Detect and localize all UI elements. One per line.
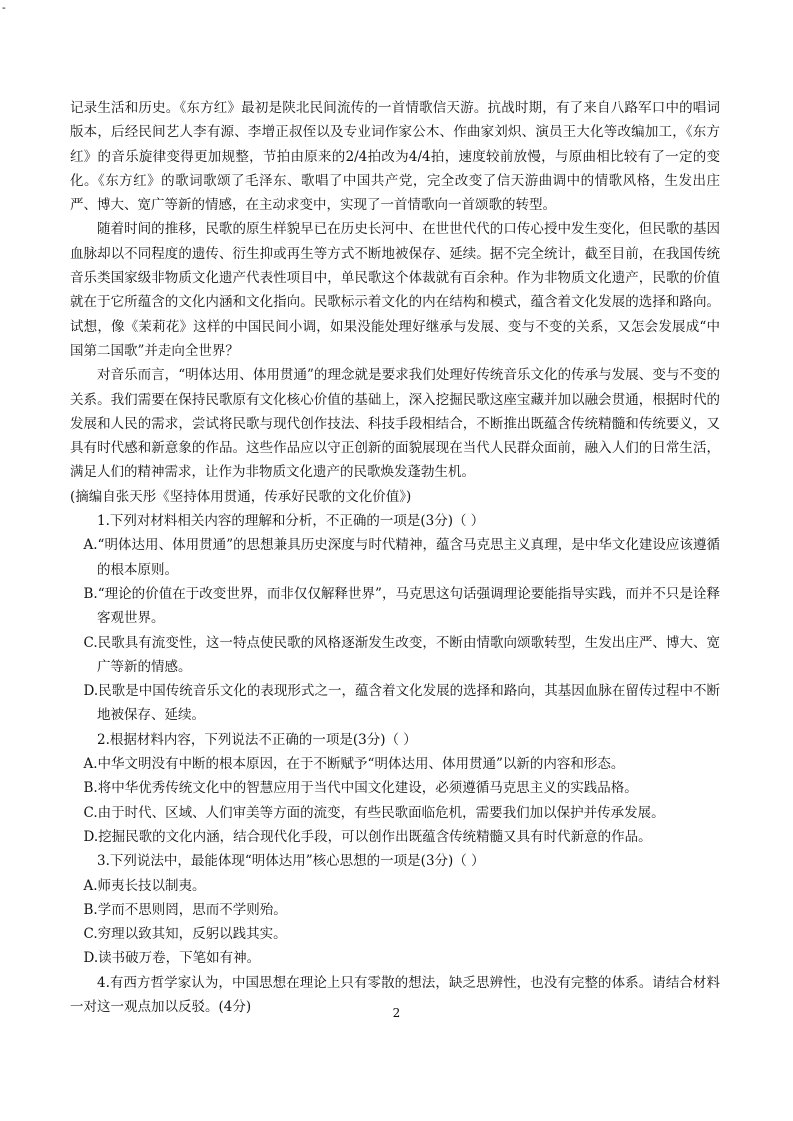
question-3-option-a: A.师夷长技以制夷。 [83,877,206,894]
question-1-option-a: A.“明体达用、体用贯通”的思想兼具历史深度与时代精神，蕴含马克思主义真理，是中华文化建设应该遵循的根本原则。 [83,537,720,578]
body-paragraph-3: 对音乐而言，“明体达用、体用贯通”的理念就是要求我们处理好传统音乐文化的传承与发展、变与不变的关系。我们需要在保持民歌原有文化核心价值的基础上，深入挖掘民歌这座宝藏并加以融会贯通，根据时代的发展和人民的需求，尝试将民歌与现代创作技法、科技手段相结合，不断推出既蕴含传统精髓和传统要义，又具有时代感和新意象的作品。这些作品应以守正创新的面貌展现在当代人民群众面前，融入人们的日常生活，满足人们的精神需求，让作为非物质文化遗产的民歌焕发蓬勃生机。 [70,367,720,481]
body-paragraph-1: 记录生活和历史。《东方红》最初是陕北民间流传的一首情歌信天游。抗战时期，有了来自八路军口中的唱词版本，后经民间艺人李有源、李增正叔侄以及专业词作家公木、作曲家刘炽、演员王大化等改编加工，《东方红》的音乐旋律变得更加规整，节拍由原来的2/4拍改为4/4拍，速度较前放慢，与原曲相比较有了一定的变化。《东方红》的歌词歌颂了毛泽东、歌唱了中国共产党，完全改变了信天游曲调中的情歌风格，生发出庄严、博大、宽广等新的情感，在主动求变中，实现了一首情歌向一首颂歌的转型。 [70,100,720,214]
question-1-stem: 1.下列对材料相关内容的理解和分析，不正确的一项是(3分)（ ） [97,513,485,530]
question-2-option-a: A.中华文明没有中断的根本原因，在于不断赋予“明体达用、体用贯通”以新的内容和形态。 [83,756,625,773]
question-2-stem: 2.根据材料内容，下列说法不正确的一项是(3分)（ ） [97,731,417,748]
question-2-option-c: C.由于时代、区域、人们审美等方面的流变，有些民歌面临危机，需要我们加以保护并传承发展。 [83,804,665,821]
question-3-stem: 3.下列说法中，最能体现“明体达用”核心思想的一项是(3分)（ ） [97,853,485,870]
question-3-option-b: B.学而不思则罔，思而不学则殆。 [83,901,287,918]
question-4-stem: 4.有西方哲学家认为，中国思想在理论上只有零散的想法，缺乏思辨性，也没有完整的体系。请结合材料一对这一观点加以反驳。(4分) [70,974,720,1015]
question-3-option-c: C.穷理以致其知，反躬以践其实。 [83,926,287,943]
body-paragraph-2: 随着时间的推移，民歌的原生样貌早已在历史长河中、在世世代代的口传心授中发生变化，但民歌的基因血脉却以不同程度的遗传、衍生抑或再生等方式不断地被保存、延续。据不完全统计，截至目前，在我国传统音乐类国家级非物质文化遗产代表性项目中，单民歌这个体裁就有百余种。作为非物质文化遗产，民歌的价值就在于它所蕴含的文化内涵和文化指向。民歌标示着文化的内在结构和模式，蕴含着文化发展的选择和路向。试想，像《茉莉花》这样的中国民间小调，如果没能处理好继承与发展、变与不变的关系，又怎会发展成“中国第二国歌”并走向全世界？ [70,221,720,359]
question-1-option-b: B.“理论的价值在于改变世界，而非仅仅解释世界”，马克思这句话强调理论要能指导实践，而并不只是诠释客观世界。 [83,585,720,627]
page-number: 2 [392,1006,401,1020]
question-2-option-d: D.挖掘民歌的文化内涵，结合现代化手段，可以创作出既蕴含传统精髓又具有时代新意的作品。 [83,828,652,845]
question-1-option-c: C.民歌具有流变性，这一特点使民歌的风格逐渐发生改变，不断由情歌向颂歌转型，生发出庄严、博大、宽广等新的情感。 [83,634,720,675]
question-3-option-d: D.读书破万卷，下笔如有神。 [83,950,261,967]
source-citation: (摘编自张天彤《坚持体用贯通，传承好民歌的文化价值》) [70,488,412,505]
question-2-option-b: B.将中华优秀传统文化中的智慧应用于当代中国文化建设，必须遵循马克思主义的实践品格。 [83,780,638,797]
page-content [70,96,720,1019]
page-corner-marker: - [2,1,6,14]
question-1-option-d: D.民歌是中国传统音乐文化的表现形式之一，蕴含着文化发展的选择和路向，其基因血脉在留传过程中不断地被保存、延续。 [83,683,720,724]
